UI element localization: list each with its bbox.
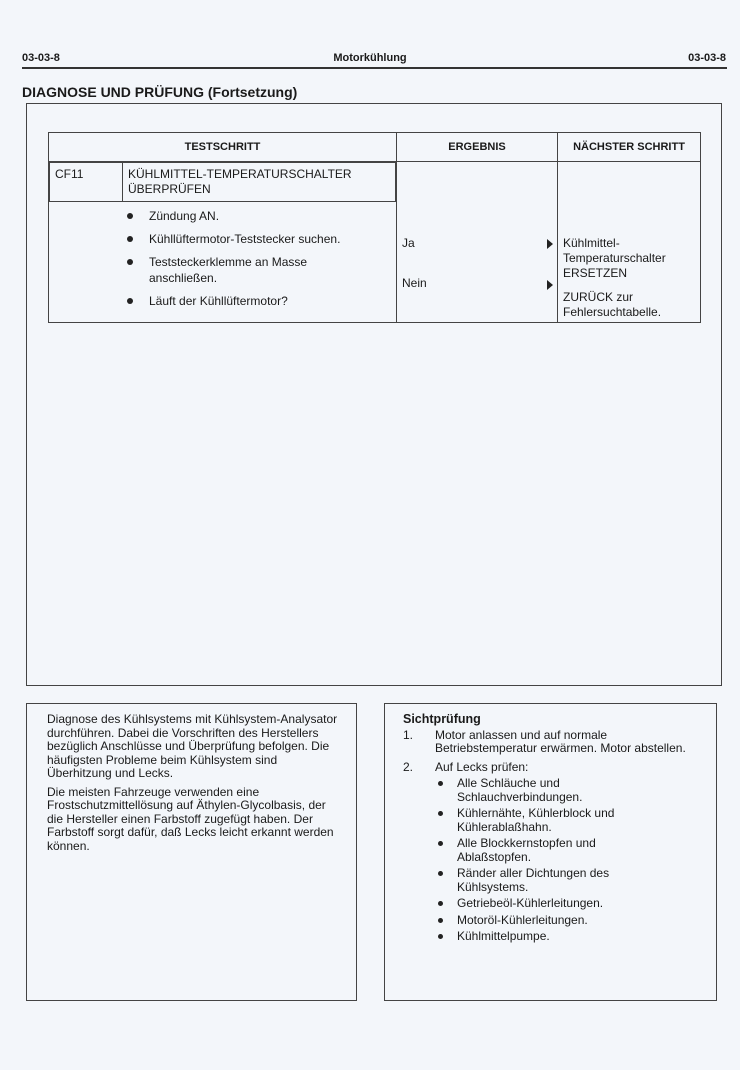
teststep-cell (49, 162, 397, 323)
cooling-system-info-box (26, 703, 357, 1001)
arrow-right-icon (547, 239, 553, 249)
leak-check-item: Alle Schläuche und Schlauchverbindungen. (435, 777, 627, 804)
next-line: ERSETZEN (563, 266, 628, 280)
info-paragraph: Die meisten Fahrzeuge verwenden eine Frostschutzmittellösung auf Äthylen-Glycolbasis, der die Hersteller einen Farbstoff zugefügt haben. Der Farbstoff sorgt dafür, daß Lecks leicht erkannt werden können. (47, 784, 334, 853)
leak-check-item: Ränder aller Dichtungen des Kühlsystems. (435, 867, 657, 894)
next-line: Kühlmittel- (563, 236, 620, 250)
step-title (123, 163, 396, 202)
leak-check-item: Kühlmittelpumpe. (435, 930, 704, 944)
visual-inspection-box (384, 703, 717, 1001)
inspection-step (403, 729, 704, 756)
step-text: Motor anlassen und auf normale Betriebstemperatur erwärmen. Motor abstellen. (435, 727, 686, 755)
page-number-right: 03-03-8 (688, 52, 726, 64)
visual-inspection-title: Sichtprüfung (403, 712, 481, 726)
action-item: Läuft der Kühllüftermotor? (123, 293, 396, 309)
header-next-step: NÄCHSTER SCHRITT (558, 133, 701, 162)
result-no: Nein (402, 276, 427, 290)
inspection-steps (403, 729, 704, 944)
leak-check-item: Motoröl-Kühlerleitungen. (435, 914, 704, 928)
next-line: Temperaturschalter (563, 251, 666, 265)
page-number-left: 03-03-8 (22, 52, 60, 64)
next-line: ZURÜCK zur (563, 290, 634, 304)
info-paragraph: Diagnose des Kühlsystems mit Kühlsystem-Analysator durchführen. Dabei die Vorschriften des Herstellers bezüglich Anschlüsse und Überprüfung befolgen. Die häufigsten Probleme beim Kühlsystem sind Überhitzung und Lecks. (47, 712, 338, 780)
step-number: 2. (403, 759, 414, 774)
action-list (49, 202, 396, 322)
test-step-table (48, 132, 701, 323)
action-item: Teststeckerklemme an Masse anschließen. (123, 254, 359, 286)
result-cell (397, 162, 558, 323)
step-title-line2: ÜBERPRÜFEN (128, 182, 211, 196)
next-line: Fehlersuchtabelle. (563, 305, 662, 319)
leak-check-item: Kühlernähte, Kühlerblock und Kühlerablaßhahn. (435, 807, 647, 834)
section-title: DIAGNOSE UND PRÜFUNG (Fortsetzung) (22, 84, 298, 100)
leak-check-item: Alle Blockkernstopfen und Ablaßstopfen. (435, 837, 637, 864)
step-number: 1. (403, 727, 414, 742)
inspection-step (403, 761, 704, 944)
header-teststep: TESTSCHRITT (49, 133, 397, 162)
step-text: Auf Lecks prüfen: (435, 759, 529, 774)
header-rule (22, 67, 727, 69)
header-result: ERGEBNIS (397, 133, 558, 162)
leak-check-list (435, 777, 704, 944)
arrow-right-icon (547, 280, 553, 290)
chapter-title: Motorkühlung (333, 52, 407, 64)
step-code: CF11 (50, 163, 123, 202)
action-item: Kühllüftermotor-Teststecker suchen. (123, 231, 396, 247)
action-item: Zündung AN. (123, 208, 396, 224)
next-step-yes (558, 236, 700, 281)
next-step-no (558, 290, 700, 320)
next-step-cell (558, 162, 701, 323)
leak-check-item: Getriebeöl-Kühlerleitungen. (435, 897, 704, 911)
result-yes: Ja (402, 236, 415, 250)
step-title-line1: KÜHLMITTEL-TEMPERATURSCHALTER (128, 167, 352, 181)
